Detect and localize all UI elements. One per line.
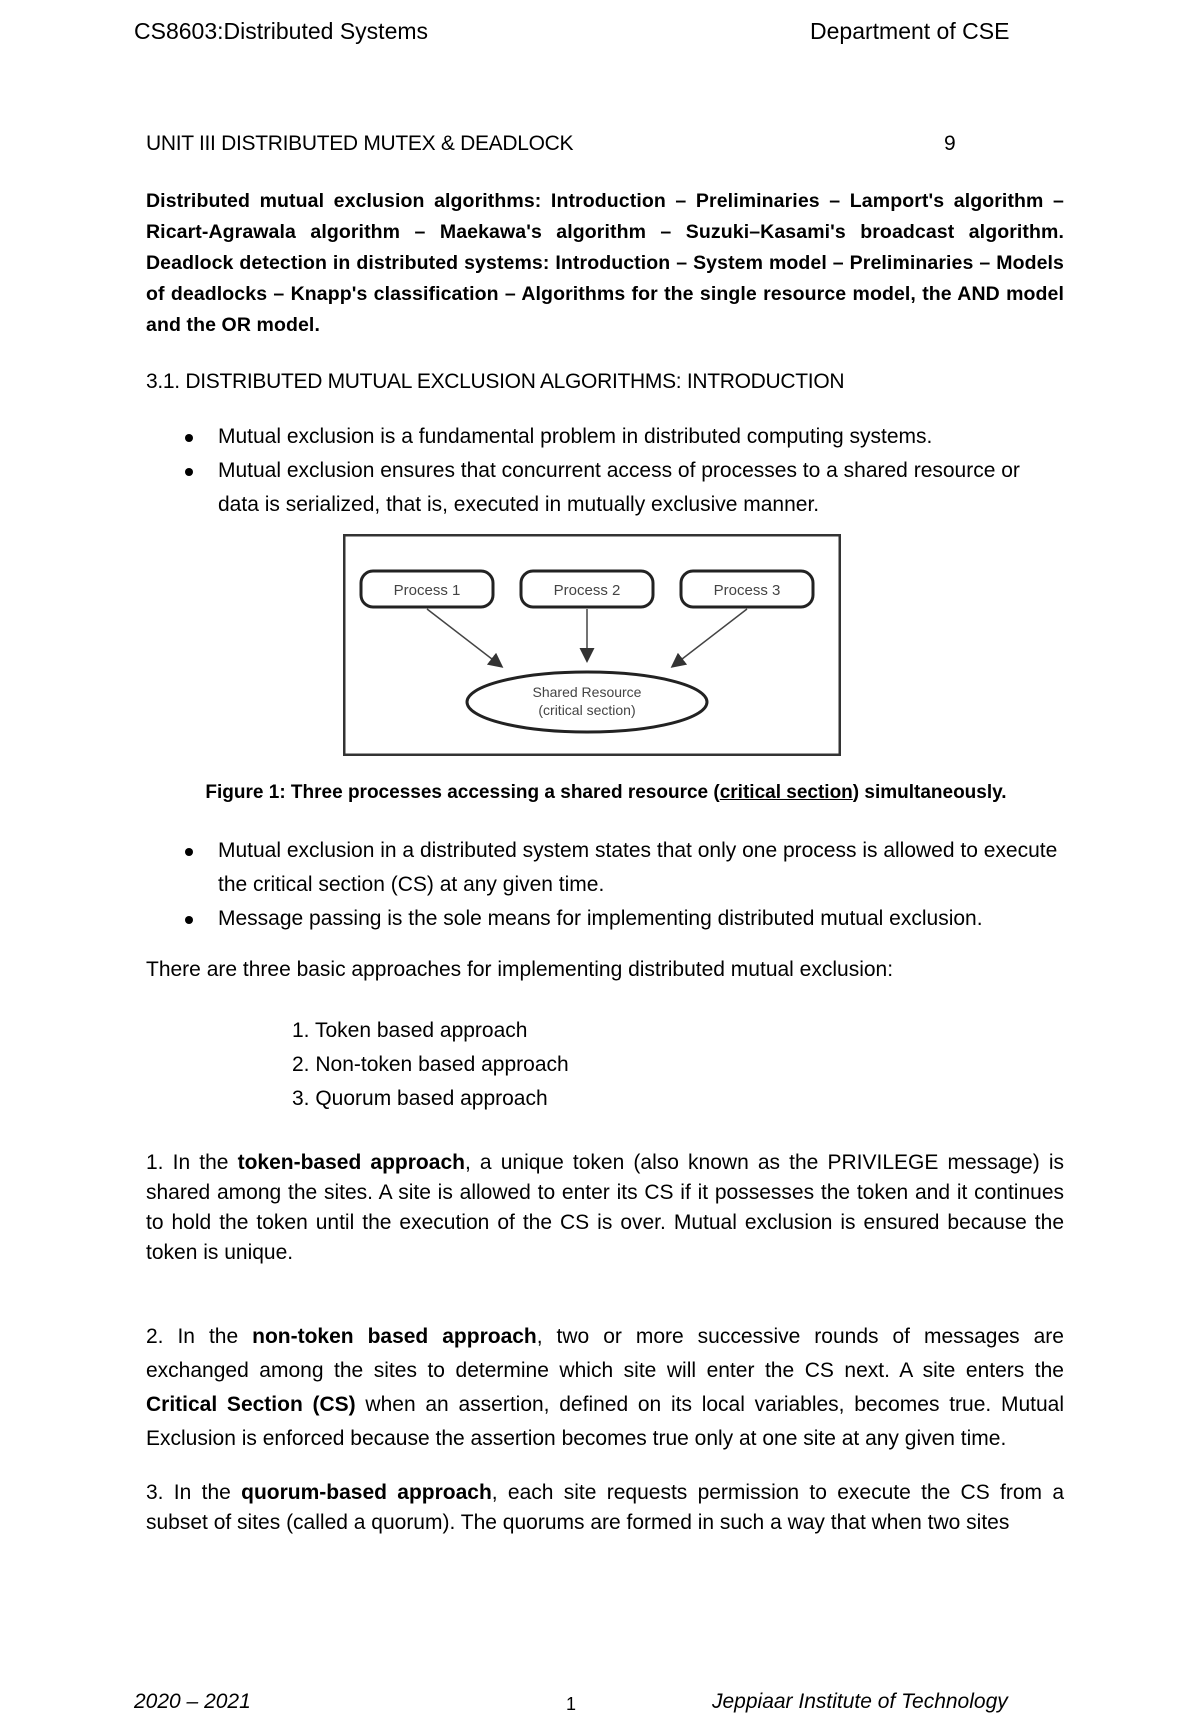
figure-caption (146, 782, 1066, 804)
process-1-label: Process 1 (393, 582, 461, 599)
bullet-list-bottom (146, 834, 1066, 936)
caption-text: Figure 1: Three processes accessing a shared resource ( (205, 782, 720, 803)
paragraph-quorum-based: 3. In the quorum-based approach, each site requests permission to execute the CS from a subset of sites (called a quorum). The quorums are formed in such a way that when two sites (146, 1481, 1065, 1534)
caption-text-end: ) simultaneously. (852, 782, 1007, 803)
resource-label-line1: Shared Resource (532, 684, 642, 700)
figure-diagram (343, 534, 841, 756)
list-item: Message passing is the sole means for implementing distributed mutual exclusion. (146, 902, 1066, 936)
unit-hours: 9 (944, 132, 956, 155)
process-3-label: Process 3 (713, 582, 781, 599)
footer-institute: Jeppiaar Institute of Technology (712, 1690, 1008, 1713)
shared-resource-ellipse (467, 672, 707, 732)
list-item: 3. Quorum based approach (292, 1087, 548, 1110)
list-item: Mutual exclusion ensures that concurrent access of processes to a shared resource or data is serialized, that is, executed in mutually exclusive manner. (146, 454, 1066, 522)
list-item: 1. Token based approach (292, 1019, 528, 1042)
process-2-label: Process 2 (553, 582, 621, 599)
unit-title: UNIT III DISTRIBUTED MUTEX & DEADLOCK (146, 132, 574, 155)
footer-page-number: 1 (566, 1694, 577, 1714)
list-item: Mutual exclusion is a fundamental problem in distributed computing systems. (146, 420, 1066, 454)
header-department: Department of CSE (810, 18, 1010, 44)
mutex-diagram (343, 534, 841, 756)
bullet-list-top (146, 420, 1066, 522)
paragraph-token-based: 1. In the token-based approach, a unique token (also known as the PRIVILEGE message) is shared among the sites. A site is allowed to enter its CS if it possesses the token and it continues to hold the token until the execution of the CS is over. Mutual exclusion is ensured because the token is unique. (146, 1151, 1064, 1264)
header-course: CS8603:Distributed Systems (134, 18, 429, 44)
list-item: 2. Non-token based approach (292, 1053, 569, 1076)
approaches-list (292, 1014, 569, 1116)
approaches-intro: There are three basic approaches for implementing distributed mutual exclusion: (146, 958, 894, 981)
section-heading: 3.1. DISTRIBUTED MUTUAL EXCLUSION ALGORITHMS: INTRODUCTION (146, 370, 845, 393)
caption-link[interactable]: critical section (719, 782, 853, 803)
process-2-box (521, 571, 653, 607)
term-token-based: token-based approach (237, 1151, 465, 1174)
process-3-box (681, 571, 813, 607)
term-non-token-based: non-token based approach (252, 1325, 537, 1348)
syllabus-text: Distributed mutual exclusion algorithms: Introduction – Preliminaries – Lamport's algorithm – Ricart-Agrawala algorithm – Maekawa's algorithm – Suzuki–Kasami's broadcast algorithm. Deadlock detection in distributed systems: Introduction – System model – Preliminaries – Models of deadlocks – Knapp's classification – Algorithms for the single resource model, the AND model and the OR model. (146, 190, 1064, 336)
process-1-box (361, 571, 493, 607)
term-quorum-based: quorum-based approach (241, 1481, 492, 1504)
footer-year: 2020 – 2021 (134, 1690, 251, 1713)
list-item: Mutual exclusion in a distributed system states that only one process is allowed to execute the critical section (CS) at any given time. (146, 834, 1066, 902)
paragraph-non-token-based: 2. In the non-token based approach, two or more successive rounds of messages are exchanged among the sites to determine which site will enter the CS next. A site enters the Critical Section (CS) when an assertion, defined on its local variables, becomes true. Mutual Exclusion is enforced because the assertion becomes true only at one site at any given time. (146, 1325, 1064, 1450)
resource-label-line2: (critical section) (538, 702, 636, 718)
term-critical-section: Critical Section (CS) (146, 1393, 356, 1416)
